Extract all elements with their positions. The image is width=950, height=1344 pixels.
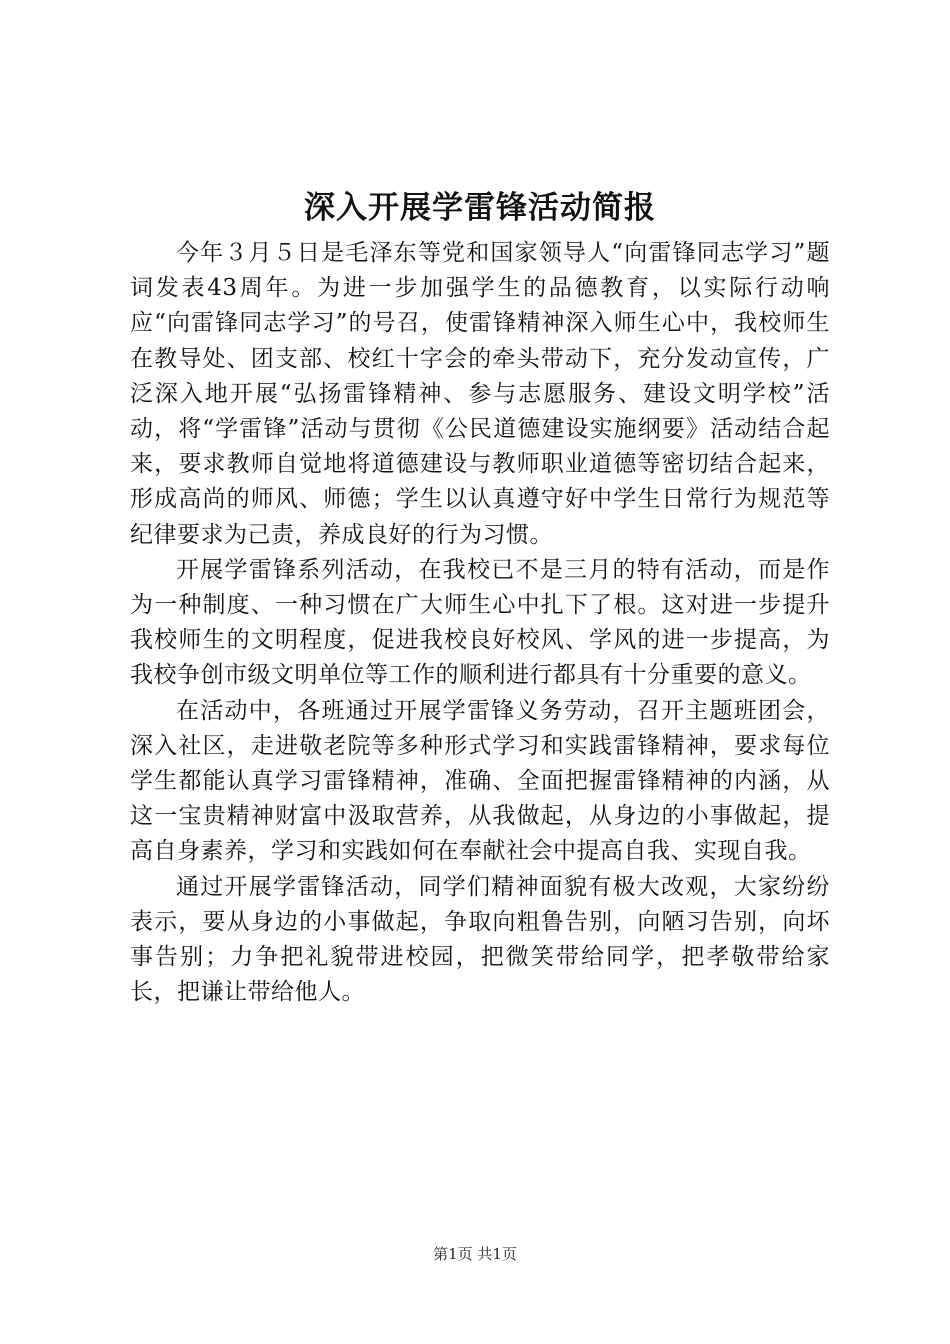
paragraph-3: 在活动中，各班通过开展学雷锋义务劳动，召开主题班团会，深入社区，走进敬老院等多种形式学习和实践雷锋精神，要求每位学生都能认真学习雷锋精神，准确、全面把握雷锋精神的内涵，从这一宝贵精神财富中汲取营养，从我做起，从身边的小事做起，提高自身素养，学习和实践如何在奉献社会中提高自我、实现自我。 [130,697,830,865]
paragraph-4: 通过开展学雷锋活动，同学们精神面貌有极大改观，大家纷纷表示，要从身边的小事做起，争取向粗鲁告别，向陋习告别，向坏事告别；力争把礼貌带进校园，把微笑带给同学，把孝敬带给家长，把谦让带给他人。 [130,873,830,1006]
document-title: 深入开展学雷锋活动简报 [304,190,656,226]
paragraph-1: 今年３月５日是毛泽东等党和国家领导人“向雷锋同志学习”题词发表43周年。为进一步加强学生的品德教育，以实际行动响应“向雷锋同志学习”的号召，使雷锋精神深入师生心中，我校师生在教导处、团支部、校红十字会的牵头带动下，充分发动宣传，广泛深入地开展“弘扬雷锋精神、参与志愿服务、建设文明学校”活动，将“学雷锋”活动与贯彻《公民道德建设实施纲要》活动结合起来，要求教师自觉地将道德建设与教师职业道德等密切结合起来，形成高尚的师风、师德；学生以认真遵守好中学生日常行为规范等纪律要求为己责，养成良好的行为习惯。 [130,240,830,548]
page-footer: 第1页 共1页 [433,1245,517,1263]
document-body [130,236,830,1010]
paragraph-2: 开展学雷锋系列活动，在我校已不是三月的特有活动，而是作为一种制度、一种习惯在广大师生心中扎下了根。这对进一步提升我校师生的文明程度，促进我校良好校风、学风的进一步提高，为我校争创市级文明单位等工作的顺利进行都具有十分重要的意义。 [130,556,830,689]
